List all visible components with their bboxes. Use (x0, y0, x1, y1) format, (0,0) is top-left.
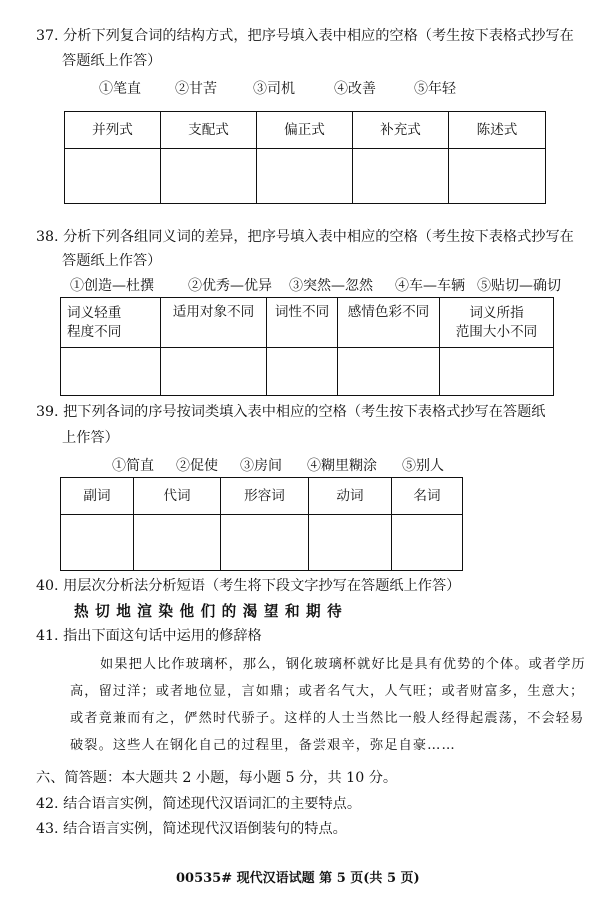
q37-header-cell: 支配式 (161, 112, 257, 149)
q39-option-1: ①简直 (112, 458, 154, 474)
q41-passage-line1: 如果把人比作玻璃杯，那么，钢化玻璃杯就好比是具有优势的个体。或者学历 (100, 657, 586, 672)
q37-header-cell: 偏正式 (257, 112, 353, 149)
q39-prompt-line1: 39. 把下列各词的序号按词类填入表中相应的空格（考生按下表格式抄写在答题纸 (36, 404, 546, 420)
q38-option-2: ②优秀—优异 (188, 278, 272, 294)
q39-option-5: ⑤别人 (402, 458, 444, 474)
q42-prompt-line1: 42. 结合语言实例，简述现代汉语词汇的主要特点。 (36, 796, 362, 812)
q38-answer-cell (440, 348, 554, 396)
q41-passage-line2: 高，留过洋；或者地位显，言如鼎；或者名气大，人气旺；或者财富多，生意大； (70, 684, 585, 699)
q39-prompt-line2: 上作答） (62, 430, 119, 446)
q39-option-3: ③房间 (240, 458, 282, 474)
q39-option-2: ②促使 (176, 458, 218, 474)
q37-answer-cell (161, 149, 257, 204)
q39-answer-cell (134, 515, 221, 571)
q38-header-line: 词义轻重 (67, 305, 122, 322)
q38-option-4: ④车—车辆 (395, 278, 465, 294)
q39-answer-cell (221, 515, 309, 571)
q37-answer-cell (353, 149, 449, 204)
q39-option-4: ④糊里糊涂 (307, 458, 377, 474)
q40-prompt-line1: 40. 用层次分析法分析短语（考生将下段文字抄写在答题纸上作答） (36, 578, 461, 594)
q38-answer-table (60, 297, 554, 396)
q39-answer-cell (392, 515, 463, 571)
q41-prompt-line1: 41. 指出下面这句话中运用的修辞格 (36, 628, 262, 644)
q39-answer-cell (61, 515, 134, 571)
q38-header-line: 程度不同 (67, 323, 122, 340)
q37-header-cell: 并列式 (65, 112, 161, 149)
q37-answer-cell (449, 149, 546, 204)
q37-option-2: ②甘苦 (175, 81, 217, 97)
q38-option-3: ③突然—忽然 (289, 278, 373, 294)
section6-title: 六、简答题：本大题共 2 小题，每小题 5 分，共 10 分。 (36, 770, 398, 786)
q39-answer-cell (309, 515, 392, 571)
q37-prompt-line2: 答题纸上作答） (62, 53, 162, 69)
q39-header-cell: 代词 (134, 478, 221, 515)
q37-answer-cell (257, 149, 353, 204)
q37-option-4: ④改善 (334, 81, 376, 97)
q38-header-cell: 感情色彩不同 (338, 298, 440, 348)
q38-answer-cell (338, 348, 440, 396)
q38-option-1: ①创造—杜撰 (70, 278, 154, 294)
q38-header-cell: 适用对象不同 (161, 298, 267, 348)
q37-answer-cell (65, 149, 161, 204)
q39-header-cell: 名词 (392, 478, 463, 515)
q37-header-cell: 陈述式 (449, 112, 546, 149)
q37-option-3: ③司机 (253, 81, 295, 97)
q39-answer-table (60, 477, 463, 571)
q38-header-cell (61, 298, 161, 348)
q38-header-line: 范围大小不同 (455, 323, 538, 340)
q39-header-cell: 动词 (309, 478, 392, 515)
q39-header-cell: 副词 (61, 478, 134, 515)
q38-answer-cell (161, 348, 267, 396)
q38-header-cell: 词性不同 (267, 298, 338, 348)
q43-prompt-line1: 43. 结合语言实例，简述现代汉语倒装句的特点。 (36, 821, 347, 837)
q37-prompt-line1: 37. 分析下列复合词的结构方式，把序号填入表中相应的空格（考生按下表格式抄写在 (36, 28, 574, 44)
q40-phrase: 热切地渲染他们的渴望和期待 (74, 603, 349, 620)
q38-header-cell (440, 298, 554, 348)
q38-header-line: 词义所指 (469, 305, 524, 322)
q38-answer-cell (267, 348, 338, 396)
q38-prompt-line2: 答题纸上作答） (62, 253, 162, 269)
q39-header-cell: 形容词 (221, 478, 309, 515)
q38-option-5: ⑤贴切—确切 (477, 278, 561, 294)
q37-option-5: ⑤年轻 (414, 81, 456, 97)
q41-passage-line3: 或者竟兼而有之，俨然时代骄子。这样的人士当然比一般人经得起震荡，不会轻易 (70, 711, 585, 726)
q41-passage-line4: 破裂。这些人在钢化自己的过程里，备尝艰辛，弥足自豪…… (70, 738, 456, 753)
q37-answer-table (64, 111, 546, 204)
q38-answer-cell (61, 348, 161, 396)
q37-header-cell: 补充式 (353, 112, 449, 149)
q37-option-1: ①笔直 (99, 81, 141, 97)
page-footer: 00535# 现代汉语试题 第 5 页(共 5 页) (176, 871, 420, 886)
q38-prompt-line1: 38. 分析下列各组同义词的差异，把序号填入表中相应的空格（考生按下表格式抄写在 (36, 229, 574, 245)
